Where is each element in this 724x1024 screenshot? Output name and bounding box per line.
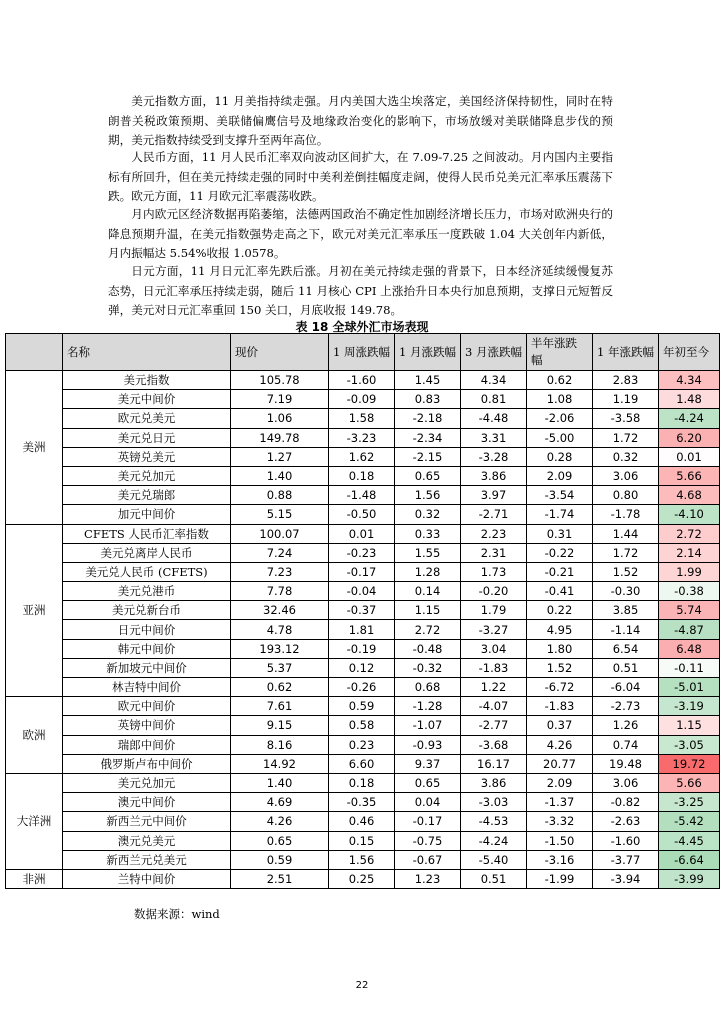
- value-cell: -1.78: [593, 505, 659, 524]
- value-cell: 7.19: [231, 390, 329, 409]
- paragraph-jpy: 日元方面，11 月日元汇率先跌后涨。月初在美元持续走强的背景下，日本经济延续缓慢复苏态势，日元汇率承压持续走弱，随后 11 月核心 CPI 上涨抬升日本央行加息预期，支撑日元短暂反弹，美元对日元汇率重回 150 关口，月底收报 149.78。: [108, 264, 613, 317]
- ytd-heat-cell: 2.14: [659, 543, 720, 562]
- currency-name: 美元兑离岸人民币: [63, 543, 231, 562]
- value-cell: 0.80: [593, 486, 659, 505]
- value-cell: -0.30: [593, 582, 659, 601]
- value-cell: -3.58: [593, 409, 659, 428]
- value-cell: -0.35: [329, 793, 395, 812]
- value-cell: -2.34: [395, 428, 461, 447]
- table-row: [6, 831, 720, 850]
- value-cell: -1.83: [527, 697, 593, 716]
- currency-name: 美元兑加元: [63, 466, 231, 485]
- value-cell: -0.75: [395, 831, 461, 850]
- table-row: [6, 869, 720, 888]
- currency-name: 美元兑日元: [63, 428, 231, 447]
- value-cell: -0.17: [329, 562, 395, 581]
- value-cell: -6.72: [527, 678, 593, 697]
- value-cell: 1.40: [231, 466, 329, 485]
- value-cell: 1.79: [461, 601, 527, 620]
- value-cell: -2.15: [395, 447, 461, 466]
- value-cell: -0.37: [329, 601, 395, 620]
- currency-name: 澳元中间价: [63, 793, 231, 812]
- value-cell: 0.51: [461, 869, 527, 888]
- value-cell: -6.04: [593, 678, 659, 697]
- value-cell: -0.93: [395, 735, 461, 754]
- currency-name: 加元中间价: [63, 505, 231, 524]
- value-cell: 3.31: [461, 428, 527, 447]
- value-cell: -0.09: [329, 390, 395, 409]
- value-cell: 1.56: [395, 486, 461, 505]
- value-cell: 7.23: [231, 562, 329, 581]
- value-cell: -3.94: [593, 869, 659, 888]
- value-cell: 1.27: [231, 447, 329, 466]
- table-row: [6, 850, 720, 869]
- ytd-heat-cell: 1.48: [659, 390, 720, 409]
- value-cell: 0.37: [527, 716, 593, 735]
- value-cell: 0.04: [395, 793, 461, 812]
- value-cell: 9.37: [395, 754, 461, 773]
- ytd-heat-cell: 5.66: [659, 773, 720, 792]
- header-1m: 1 月涨跌幅: [395, 334, 461, 371]
- value-cell: -5.00: [527, 428, 593, 447]
- value-cell: 4.69: [231, 793, 329, 812]
- value-cell: -0.82: [593, 793, 659, 812]
- value-cell: 1.73: [461, 562, 527, 581]
- value-cell: 3.85: [593, 601, 659, 620]
- value-cell: 2.51: [231, 869, 329, 888]
- value-cell: 6.54: [593, 639, 659, 658]
- value-cell: 7.24: [231, 543, 329, 562]
- currency-name: 日元中间价: [63, 620, 231, 639]
- value-cell: 2.83: [593, 371, 659, 390]
- currency-name: CFETS 人民币汇率指数: [63, 524, 231, 543]
- page-number: 22: [355, 980, 369, 991]
- value-cell: -1.37: [527, 793, 593, 812]
- value-cell: -4.07: [461, 697, 527, 716]
- header-region: [6, 334, 63, 371]
- value-cell: -3.27: [461, 620, 527, 639]
- value-cell: 1.52: [527, 658, 593, 677]
- value-cell: -0.22: [527, 543, 593, 562]
- currency-name: 瑞郎中间价: [63, 735, 231, 754]
- value-cell: -3.03: [461, 793, 527, 812]
- value-cell: 0.15: [329, 831, 395, 850]
- value-cell: 0.59: [231, 850, 329, 869]
- value-cell: -2.18: [395, 409, 461, 428]
- value-cell: -3.77: [593, 850, 659, 869]
- value-cell: -0.48: [395, 639, 461, 658]
- value-cell: 0.68: [395, 678, 461, 697]
- value-cell: -0.21: [527, 562, 593, 581]
- value-cell: 4.34: [461, 371, 527, 390]
- ytd-heat-cell: -3.99: [659, 869, 720, 888]
- ytd-heat-cell: -3.19: [659, 697, 720, 716]
- table-row: [6, 428, 720, 447]
- ytd-heat-cell: 1.99: [659, 562, 720, 581]
- data-source-note: 数据来源：wind: [134, 907, 220, 921]
- table-row: [6, 678, 720, 697]
- value-cell: 0.22: [527, 601, 593, 620]
- table-row: [6, 773, 720, 792]
- table-row: [6, 409, 720, 428]
- value-cell: 2.72: [395, 620, 461, 639]
- value-cell: 0.14: [395, 582, 461, 601]
- value-cell: 1.56: [329, 850, 395, 869]
- ytd-heat-cell: 1.15: [659, 716, 720, 735]
- table-row: [6, 620, 720, 639]
- value-cell: 3.06: [593, 773, 659, 792]
- value-cell: 0.12: [329, 658, 395, 677]
- value-cell: 1.44: [593, 524, 659, 543]
- value-cell: 0.62: [231, 678, 329, 697]
- value-cell: 0.18: [329, 773, 395, 792]
- value-cell: -2.73: [593, 697, 659, 716]
- currency-name: 兰特中间价: [63, 869, 231, 888]
- table-row: [6, 639, 720, 658]
- paragraph-rmb: 人民币方面，11 月人民币汇率双向波动区间扩大，在 7.09-7.25 之间波动。月内国内主要指标有所回升，但在美元持续走强的同时中美利差倒挂幅度走阔，使得人民币兑美元汇率承压震荡下跌。欧元方面，11 月欧元汇率震荡收跌。: [108, 150, 613, 203]
- currency-name: 美元兑人民币 (CFETS): [63, 562, 231, 581]
- value-cell: -3.16: [527, 850, 593, 869]
- ytd-heat-cell: -4.24: [659, 409, 720, 428]
- paragraph-usd: 美元指数方面，11 月美指持续走强。月内美国大选尘埃落定，美国经济保持韧性，同时在特朗普关税政策预期、美联储偏鹰信号及地缘政治变化的影响下，市场放缓对美联储降息步伐的预期，美元指数持续受到支撑升至两年高位。: [108, 94, 613, 147]
- table-body: [6, 371, 720, 889]
- value-cell: 0.46: [329, 812, 395, 831]
- value-cell: 0.25: [329, 869, 395, 888]
- ytd-heat-cell: 4.34: [659, 371, 720, 390]
- value-cell: 7.61: [231, 697, 329, 716]
- value-cell: 1.28: [395, 562, 461, 581]
- value-cell: -0.50: [329, 505, 395, 524]
- value-cell: -1.28: [395, 697, 461, 716]
- value-cell: 0.31: [527, 524, 593, 543]
- value-cell: 32.46: [231, 601, 329, 620]
- value-cell: 6.60: [329, 754, 395, 773]
- value-cell: 5.37: [231, 658, 329, 677]
- region-cell: 大洋洲: [6, 773, 63, 869]
- value-cell: 0.01: [329, 524, 395, 543]
- table-row: [6, 486, 720, 505]
- table-header-row: [6, 334, 720, 371]
- table-row: [6, 390, 720, 409]
- ytd-heat-cell: -3.05: [659, 735, 720, 754]
- region-cell: 亚洲: [6, 524, 63, 697]
- ytd-heat-cell: -4.87: [659, 620, 720, 639]
- value-cell: -0.26: [329, 678, 395, 697]
- table-row: [6, 754, 720, 773]
- header-name: 名称: [63, 334, 231, 371]
- value-cell: 1.72: [593, 428, 659, 447]
- value-cell: 3.86: [461, 773, 527, 792]
- value-cell: 5.15: [231, 505, 329, 524]
- value-cell: -4.24: [461, 831, 527, 850]
- value-cell: 1.19: [593, 390, 659, 409]
- value-cell: -3.32: [527, 812, 593, 831]
- header-3m: 3 月涨跌幅: [461, 334, 527, 371]
- value-cell: -0.67: [395, 850, 461, 869]
- value-cell: 0.62: [527, 371, 593, 390]
- value-cell: 2.09: [527, 773, 593, 792]
- ytd-heat-cell: 6.48: [659, 639, 720, 658]
- value-cell: 7.78: [231, 582, 329, 601]
- value-cell: -3.23: [329, 428, 395, 447]
- value-cell: -3.28: [461, 447, 527, 466]
- table-row: [6, 658, 720, 677]
- value-cell: 1.80: [527, 639, 593, 658]
- value-cell: 1.40: [231, 773, 329, 792]
- header-ytd: 年初至今: [659, 334, 720, 371]
- value-cell: 0.74: [593, 735, 659, 754]
- value-cell: -2.06: [527, 409, 593, 428]
- value-cell: 100.07: [231, 524, 329, 543]
- value-cell: 1.26: [593, 716, 659, 735]
- value-cell: 3.86: [461, 466, 527, 485]
- value-cell: 0.23: [329, 735, 395, 754]
- ytd-heat-cell: -4.45: [659, 831, 720, 850]
- table-row: [6, 543, 720, 562]
- value-cell: 0.18: [329, 466, 395, 485]
- value-cell: 1.15: [395, 601, 461, 620]
- value-cell: -0.17: [395, 812, 461, 831]
- value-cell: 2.31: [461, 543, 527, 562]
- currency-name: 俄罗斯卢布中间价: [63, 754, 231, 773]
- value-cell: 0.88: [231, 486, 329, 505]
- value-cell: 3.04: [461, 639, 527, 658]
- table-row: [6, 447, 720, 466]
- value-cell: 193.12: [231, 639, 329, 658]
- value-cell: -3.54: [527, 486, 593, 505]
- currency-name: 美元兑新台币: [63, 601, 231, 620]
- value-cell: 4.95: [527, 620, 593, 639]
- table-caption: 表 18 全球外汇市场表现: [295, 320, 429, 334]
- value-cell: 0.33: [395, 524, 461, 543]
- value-cell: 0.32: [395, 505, 461, 524]
- value-cell: -0.23: [329, 543, 395, 562]
- value-cell: 1.58: [329, 409, 395, 428]
- region-cell: 美洲: [6, 371, 63, 525]
- region-cell: 欧洲: [6, 697, 63, 774]
- value-cell: 1.55: [395, 543, 461, 562]
- value-cell: -1.50: [527, 831, 593, 850]
- table-row: [6, 697, 720, 716]
- header-6m: 半年涨跌幅: [527, 334, 593, 371]
- value-cell: 0.83: [395, 390, 461, 409]
- ytd-heat-cell: -0.38: [659, 582, 720, 601]
- value-cell: -1.60: [593, 831, 659, 850]
- currency-name: 澳元兑美元: [63, 831, 231, 850]
- value-cell: 0.51: [593, 658, 659, 677]
- value-cell: -1.74: [527, 505, 593, 524]
- value-cell: -0.20: [461, 582, 527, 601]
- value-cell: -0.41: [527, 582, 593, 601]
- currency-name: 林吉特中间价: [63, 678, 231, 697]
- value-cell: -1.83: [461, 658, 527, 677]
- value-cell: -0.04: [329, 582, 395, 601]
- value-cell: 3.97: [461, 486, 527, 505]
- value-cell: 4.26: [231, 812, 329, 831]
- currency-name: 美元中间价: [63, 390, 231, 409]
- value-cell: 1.08: [527, 390, 593, 409]
- value-cell: -5.40: [461, 850, 527, 869]
- value-cell: 1.81: [329, 620, 395, 639]
- value-cell: 0.65: [231, 831, 329, 850]
- header-1y: 1 年涨跌幅: [593, 334, 659, 371]
- value-cell: -4.53: [461, 812, 527, 831]
- currency-name: 美元兑加元: [63, 773, 231, 792]
- value-cell: 1.72: [593, 543, 659, 562]
- currency-name: 英镑兑美元: [63, 447, 231, 466]
- ytd-heat-cell: 19.72: [659, 754, 720, 773]
- ytd-heat-cell: 4.68: [659, 486, 720, 505]
- value-cell: 0.32: [593, 447, 659, 466]
- fx-market-table: [5, 333, 720, 889]
- ytd-heat-cell: 5.74: [659, 601, 720, 620]
- value-cell: 0.81: [461, 390, 527, 409]
- value-cell: 20.77: [527, 754, 593, 773]
- value-cell: -1.14: [593, 620, 659, 639]
- ytd-heat-cell: 2.72: [659, 524, 720, 543]
- value-cell: 0.65: [395, 466, 461, 485]
- value-cell: -1.48: [329, 486, 395, 505]
- ytd-heat-cell: -4.10: [659, 505, 720, 524]
- value-cell: -3.68: [461, 735, 527, 754]
- table-row: [6, 562, 720, 581]
- value-cell: 16.17: [461, 754, 527, 773]
- ytd-heat-cell: -3.25: [659, 793, 720, 812]
- value-cell: -2.63: [593, 812, 659, 831]
- currency-name: 欧元兑美元: [63, 409, 231, 428]
- table-row: [6, 505, 720, 524]
- ytd-heat-cell: -0.11: [659, 658, 720, 677]
- value-cell: 2.23: [461, 524, 527, 543]
- value-cell: 0.58: [329, 716, 395, 735]
- value-cell: 1.52: [593, 562, 659, 581]
- ytd-heat-cell: 6.20: [659, 428, 720, 447]
- value-cell: -4.48: [461, 409, 527, 428]
- ytd-heat-cell: -6.64: [659, 850, 720, 869]
- paragraph-eur: 月内欧元区经济数据再陷萎缩，法德两国政治不确定性加剧经济增长压力，市场对欧洲央行的降息预期升温，在美元指数强势走高之下，欧元对美元汇率承压一度跌破 1.04 大关创年内新低，月内振幅达 5.54%收报 1.0578。: [108, 207, 613, 260]
- value-cell: 3.06: [593, 466, 659, 485]
- table-row: [6, 582, 720, 601]
- table-row: [6, 601, 720, 620]
- table-row: [6, 812, 720, 831]
- value-cell: -1.60: [329, 371, 395, 390]
- currency-name: 美元指数: [63, 371, 231, 390]
- value-cell: 105.78: [231, 371, 329, 390]
- value-cell: 2.09: [527, 466, 593, 485]
- table-row: [6, 735, 720, 754]
- value-cell: 149.78: [231, 428, 329, 447]
- header-1w: 1 周涨跌幅: [329, 334, 395, 371]
- ytd-heat-cell: -5.42: [659, 812, 720, 831]
- currency-name: 新加坡元中间价: [63, 658, 231, 677]
- ytd-heat-cell: 5.66: [659, 466, 720, 485]
- value-cell: -1.07: [395, 716, 461, 735]
- table-row: [6, 371, 720, 390]
- currency-name: 韩元中间价: [63, 639, 231, 658]
- table-row: [6, 716, 720, 735]
- value-cell: -0.32: [395, 658, 461, 677]
- value-cell: 1.45: [395, 371, 461, 390]
- currency-name: 英镑中间价: [63, 716, 231, 735]
- value-cell: 0.65: [395, 773, 461, 792]
- value-cell: 1.06: [231, 409, 329, 428]
- currency-name: 欧元中间价: [63, 697, 231, 716]
- region-cell: 非洲: [6, 869, 63, 888]
- value-cell: 1.22: [461, 678, 527, 697]
- value-cell: 14.92: [231, 754, 329, 773]
- value-cell: 4.26: [527, 735, 593, 754]
- value-cell: 9.15: [231, 716, 329, 735]
- currency-name: 新西兰元兑美元: [63, 850, 231, 869]
- value-cell: -2.77: [461, 716, 527, 735]
- table-row: [6, 524, 720, 543]
- value-cell: -1.99: [527, 869, 593, 888]
- currency-name: 美元兑瑞郎: [63, 486, 231, 505]
- value-cell: 4.78: [231, 620, 329, 639]
- currency-name: 新西兰元中间价: [63, 812, 231, 831]
- value-cell: 1.23: [395, 869, 461, 888]
- value-cell: -0.19: [329, 639, 395, 658]
- value-cell: 19.48: [593, 754, 659, 773]
- header-price: 现价: [231, 334, 329, 371]
- table-row: [6, 466, 720, 485]
- ytd-heat-cell: 0.01: [659, 447, 720, 466]
- value-cell: 8.16: [231, 735, 329, 754]
- ytd-heat-cell: -5.01: [659, 678, 720, 697]
- value-cell: 0.28: [527, 447, 593, 466]
- table-row: [6, 793, 720, 812]
- value-cell: 0.59: [329, 697, 395, 716]
- currency-name: 美元兑港币: [63, 582, 231, 601]
- value-cell: 1.62: [329, 447, 395, 466]
- value-cell: -2.71: [461, 505, 527, 524]
